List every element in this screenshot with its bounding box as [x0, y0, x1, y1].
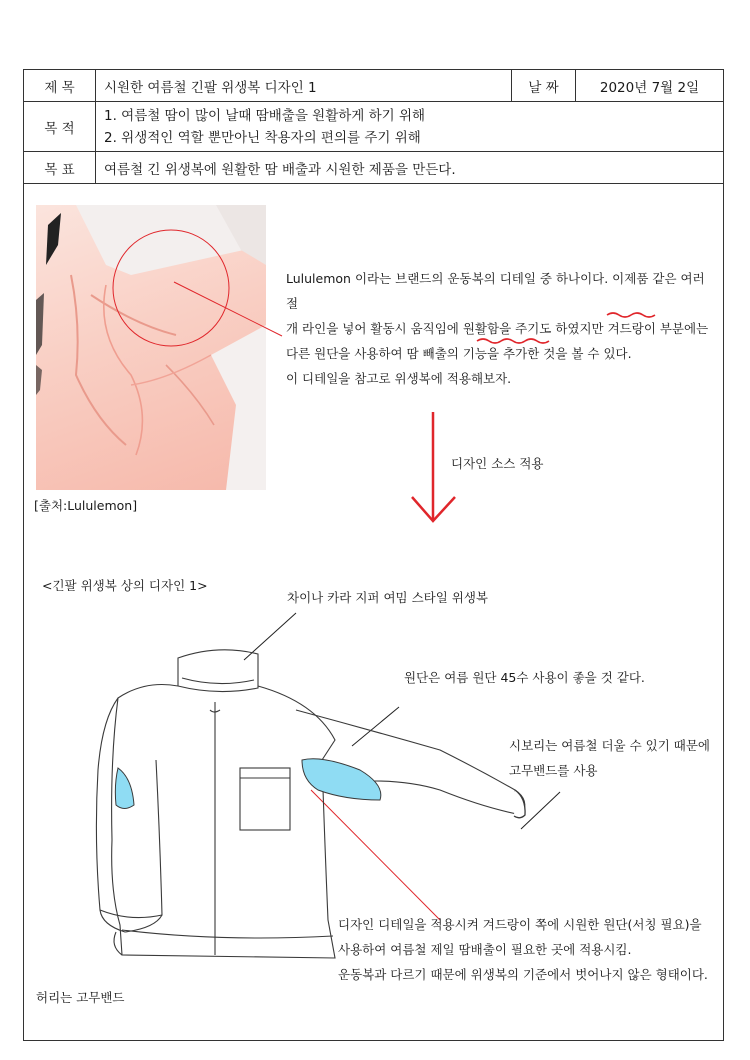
- goal-label: 목 표: [24, 152, 96, 184]
- arrow-label: 디자인 소스 적용: [451, 456, 544, 471]
- title-label: 제 목: [24, 70, 96, 102]
- ref-line-4: 이 디테일을 참고로 위생복에 적용해보자.: [286, 371, 512, 386]
- design-section-title: <긴팔 위생복 상의 디자인 1>: [42, 578, 208, 593]
- armpit-mesh-right: [302, 759, 381, 800]
- purpose-label: 목 적: [24, 102, 96, 152]
- note-cuff: [509, 733, 710, 783]
- goal-value: 여름철 긴 위생복에 원활한 땀 배출과 시원한 제품을 만든다.: [96, 152, 724, 184]
- waist-band: [122, 930, 333, 938]
- reference-paragraph: [286, 266, 716, 391]
- armpit-mesh-left: [115, 768, 134, 809]
- note-cuff-line-1: 시보리는 여름철 더울 수 있기 때문에: [509, 738, 710, 753]
- photo-pointer-line: [174, 282, 282, 336]
- note-fabric: 원단은 여름 원단 45수 사용이 좋을 것 같다.: [404, 670, 645, 685]
- note-detail-line-1: 디자인 디테일을 적용시켜 겨드랑이 쪽에 시원한 원단(서칭 필요)을: [338, 917, 702, 932]
- note-waist: 허리는 고무밴드: [36, 990, 125, 1005]
- photo-caption: [출처:Lululemon]: [34, 498, 138, 513]
- ref-line-1: Lululemon 이라는 브랜드의 운동복의 디테일 중 하나이다. 이제품 같은 여러 절: [286, 271, 705, 311]
- ref-line-2: 개 라인을 넣어 활동시 움직임에 원활함을 주기도 하였지만 겨드랑이 부분에는: [286, 321, 709, 336]
- note-detail-line-3: 운동복과 다르기 때문에 위생복의 기준에서 벗어나지 않은 형태이다.: [338, 967, 708, 982]
- chest-pocket: [240, 768, 290, 830]
- note-collar: 차이나 카라 지퍼 여밈 스타일 위생복: [287, 590, 488, 605]
- note-detail: [338, 912, 708, 987]
- title-value: 시원한 여름철 긴팔 위생복 디자인 1: [96, 70, 512, 102]
- note-cuff-line-2: 고무밴드를 사용: [509, 763, 598, 778]
- ref-line-3: 다른 원단을 사용하여 땀 빼출의 기능을 추가한 것을 볼 수 있다.: [286, 346, 632, 361]
- note-detail-line-2: 사용하여 여름철 제일 땀배출이 필요한 곳에 적용시킴.: [338, 942, 632, 957]
- purpose-line-2: 2. 위생적인 역할 뿐만아닌 착용자의 편의를 주기 위해: [104, 129, 421, 146]
- collar: [178, 650, 258, 692]
- cuff-band: [514, 790, 525, 818]
- purpose-line-1: 1. 여름철 땀이 많이 날때 땀배출을 원활하게 하기 위해: [104, 107, 426, 124]
- date-value: 2020년 7월 2일: [576, 70, 724, 102]
- date-label: 날 짜: [512, 70, 576, 102]
